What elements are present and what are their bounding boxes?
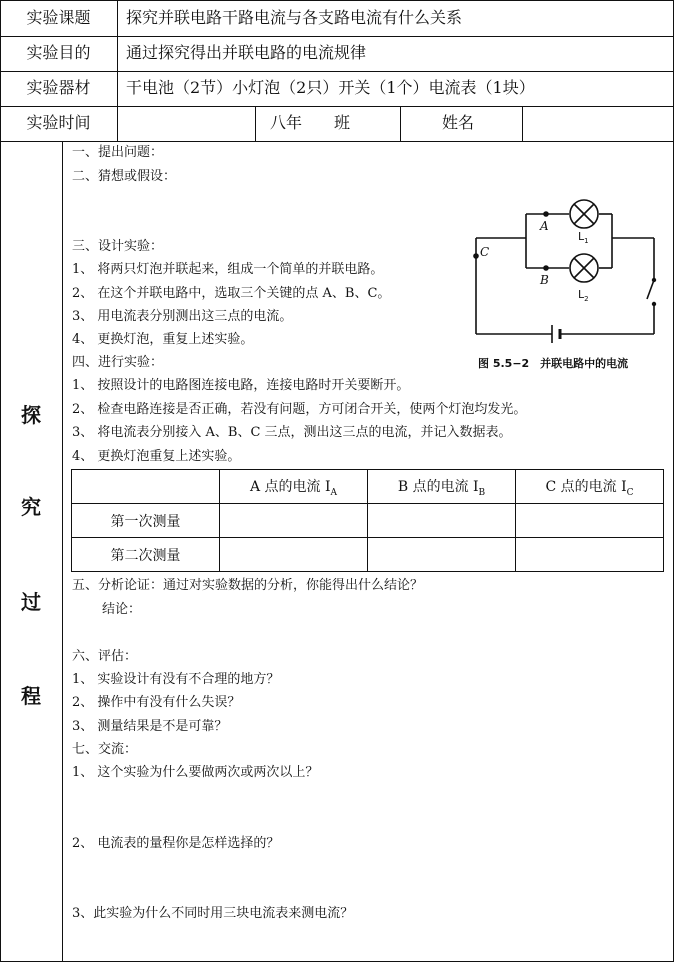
- section-question: 一、提出问题：: [72, 145, 164, 160]
- design-step: 2、 在这个并联电路中，选取三个关键的点 A、B、C。: [72, 286, 391, 301]
- experiment-step: 1、 按照设计的电路图连接电路，连接电路时开关要断开。: [72, 378, 410, 393]
- cell-first-a[interactable]: [220, 504, 368, 538]
- col-header-b: B 点的电流 $I_B$: [368, 470, 516, 504]
- table-row: [72, 538, 664, 572]
- design-step: 4、 更换灯泡，重复上述实验。: [72, 332, 254, 347]
- row-divider: [0, 141, 674, 142]
- experiment-step: 2、 检查电路连接是否正确，若没有问题，方可闭合开关，使两个灯泡均发光。: [72, 402, 527, 417]
- side-char-3: 过: [21, 590, 41, 614]
- experiment-step: 4、 更换灯泡重复上述实验。: [72, 449, 241, 464]
- label-point-c: C: [480, 245, 490, 259]
- row-divider: [0, 106, 674, 107]
- cell-second-b[interactable]: [368, 538, 516, 572]
- label-equipment: 实验器材: [26, 78, 91, 97]
- value-topic: 探究并联电路干路电流与各支路电流有什么关系: [126, 8, 463, 27]
- row-divider: [0, 71, 674, 72]
- cell-second-a[interactable]: [220, 538, 368, 572]
- section-analysis: 五、分析论证：通过对实验数据的分析，你能得出什么结论？: [72, 578, 424, 593]
- section-exchange: 七、交流：: [72, 742, 138, 757]
- col-header-c: C 点的电流 $I_C$: [516, 470, 664, 504]
- section-evaluation: 六、评估：: [72, 649, 138, 664]
- row-label-first: 第一次测量: [72, 504, 220, 538]
- label-point-b: B: [540, 273, 549, 287]
- table-row: [72, 504, 664, 538]
- point-c-dot: [473, 253, 479, 259]
- parallel-circuit-diagram: [456, 186, 670, 376]
- cell-divider: [400, 106, 401, 141]
- cell-first-b[interactable]: [368, 504, 516, 538]
- row-divider: [0, 36, 674, 37]
- circuit-figure: [456, 186, 670, 376]
- conclusion-label: 结论：: [102, 602, 142, 617]
- label-point-a: A: [540, 219, 549, 233]
- experiment-step: 3、 将电流表分别接入 A、B、C 三点，测出这三点的电流，并记入数据表。: [72, 425, 512, 440]
- label-lamp-1: $L_1$: [578, 230, 589, 245]
- cell-second-c[interactable]: [516, 538, 664, 572]
- table-corner: [72, 470, 220, 504]
- section-design: 三、设计实验：: [72, 239, 164, 254]
- col-header-a: A 点的电流 $I_A$: [220, 470, 368, 504]
- point-b-dot: [543, 265, 549, 271]
- side-char-4: 程: [21, 684, 41, 708]
- cell-divider: [522, 106, 523, 141]
- label-column-divider: [117, 0, 118, 141]
- cell-divider: [255, 106, 256, 141]
- label-lamp-2: $L_2$: [578, 288, 589, 303]
- name-label: 姓名: [442, 113, 475, 132]
- switch-contact: [652, 302, 656, 306]
- switch-lever: [647, 280, 654, 299]
- evaluation-question: 2、 操作中有没有什么失误？: [72, 695, 241, 710]
- measurement-table: [71, 469, 664, 572]
- exchange-question: 3、此实验为什么不同时用三块电流表来测电流？: [72, 906, 354, 921]
- figure-caption: 图 5.5−2 并联电路中的电流: [478, 357, 629, 370]
- row-label-second: 第二次测量: [72, 538, 220, 572]
- side-char-1: 探: [21, 403, 41, 427]
- cell-first-c[interactable]: [516, 504, 664, 538]
- evaluation-question: 1、 实验设计有没有不合理的地方？: [72, 672, 280, 687]
- side-column-divider: [62, 141, 63, 962]
- exchange-question: 1、 这个实验为什么要做两次或两次以上？: [72, 765, 319, 780]
- label-topic: 实验课题: [26, 8, 91, 27]
- grade-class: 八年 班: [270, 113, 351, 132]
- label-purpose: 实验目的: [26, 43, 91, 62]
- section-hypothesis: 二、猜想或假设：: [72, 169, 177, 184]
- point-a-dot: [543, 211, 549, 217]
- exchange-question: 2、 电流表的量程你是怎样选择的？: [72, 836, 280, 851]
- value-purpose: 通过探究得出并联电路的电流规律: [126, 43, 367, 62]
- value-equipment: 干电池（2节）小灯泡（2只）开关（1个）电流表（1块）: [126, 78, 535, 97]
- evaluation-question: 3、 测量结果是不是可靠？: [72, 719, 228, 734]
- table-header-row: [72, 470, 664, 504]
- design-step: 3、 用电流表分别测出这三点的电流。: [72, 309, 293, 324]
- section-experiment: 四、进行实验：: [72, 355, 164, 370]
- side-char-2: 究: [21, 495, 41, 519]
- design-step: 1、 将两只灯泡并联起来，组成一个简单的并联电路。: [72, 262, 384, 277]
- label-time: 实验时间: [26, 113, 91, 132]
- switch-contact: [652, 278, 656, 282]
